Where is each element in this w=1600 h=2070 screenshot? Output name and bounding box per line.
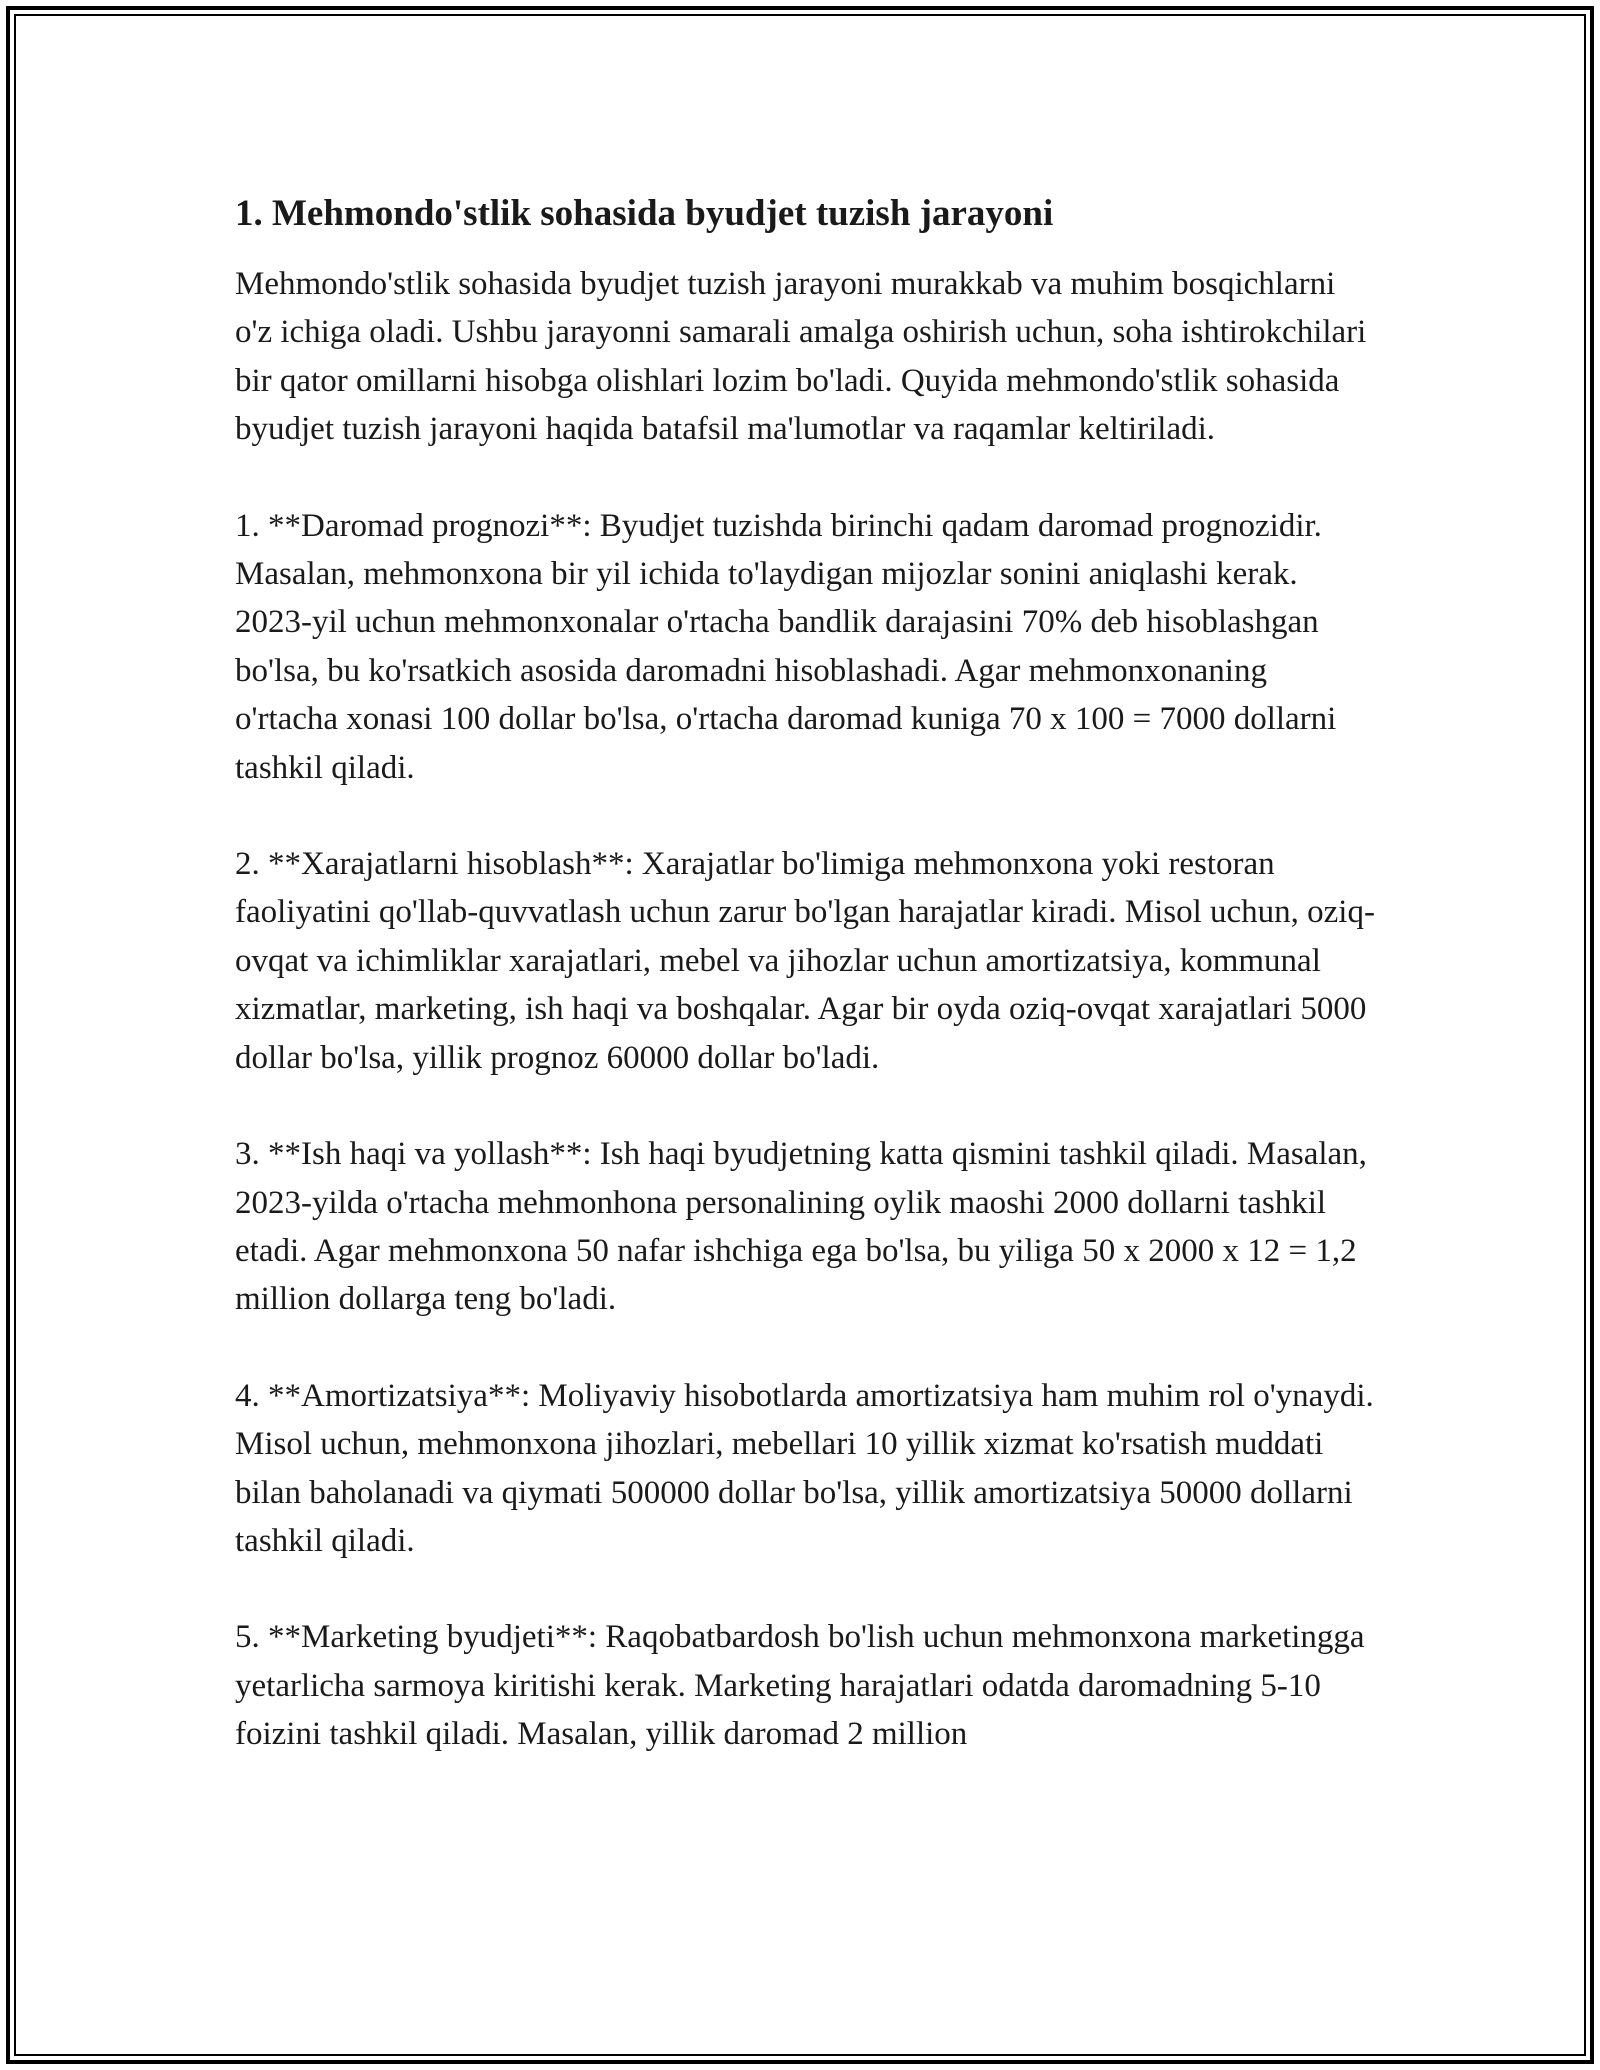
paragraph-depreciation: 4. **Amortizatsiya**: Moliyaviy hisobotlarda amortizatsiya ham muhim rol o'ynaydi. Misol uchun, mehmonxona jihozlari, mebellari 10 yillik xizmat ko'rsatish muddati bilan baholanadi va qiymati 500000 dollar bo'lsa, yillik amortizatsiya 50000 dollarni tashkil qiladi. bbox=[235, 1377, 1374, 1559]
paragraph-salaries: 3. **Ish haqi va yollash**: Ish haqi byudjetning katta qismini tashkil qiladi. Masalan, 2023-yilda o'rtacha mehmonhona personalining oylik maoshi 2000 dollarni tashkil etadi. Agar mehmonxona 50 nafar ishchiga ega bo'lsa, bu yiliga 50 x 2000 x 12 = 1,2 million dollarga teng bo'ladi. bbox=[235, 1136, 1367, 1318]
paragraph-revenue-forecast: 1. **Daromad prognozi**: Byudjet tuzishda birinchi qadam daromad prognozidir. Masalan, mehmonxona bir yil ichida to'laydigan mijozlar sonini aniqlashi kerak. 2023-yil uchun mehmonxonalar o'rtacha bandlik darajasini 70% deb hisoblashgan bo'lsa, bu ko'rsatkich asosida daromadni hisoblashadi. Agar mehmonxonaning o'rtacha xonasi 100 dollar bo'lsa, o'rtacha daromad kuniga 70 x 100 = 7000 dollarni tashkil qiladi. bbox=[235, 507, 1337, 786]
document-title: 1. Mehmondo'stlik sohasida byudjet tuzish jarayoni bbox=[235, 193, 1054, 234]
document-body bbox=[235, 190, 1375, 1807]
paragraph-marketing-budget: 5. **Marketing byudjeti**: Raqobatbardosh bo'lish uchun mehmonxona marketingga yetarlicha sarmoya kiritishi kerak. Marketing harajatlari odatda daromadning 5-10 foizini tashkil qiladi. Masalan, yillik daromad 2 million bbox=[235, 1619, 1365, 1753]
intro-paragraph: Mehmondo'stlik sohasida byudjet tuzish jarayoni murakkab va muhim bosqichlarni o'z ichiga oladi. Ushbu jarayonni samarali amalga oshirish uchun, soha ishtirokchilari bir qator omillarni hisobga olishlari lozim bo'ladi. Quyida mehmondo'stlik sohasida byudjet tuzish jarayoni haqida batafsil ma'lumotlar va raqamlar keltiriladi. bbox=[235, 266, 1367, 448]
paragraph-expenses: 2. **Xarajatlarni hisoblash**: Xarajatlar bo'limiga mehmonxona yoki restoran faoliyatini qo'llab-quvvatlash uchun zarur bo'lgan harajatlar kiradi. Misol uchun, oziq-ovqat va ichimliklar xarajatlari, mebel va jihozlar uchun amortizatsiya, kommunal xizmatlar, marketing, ish haqi va boshqalar. Agar bir oyda oziq-ovqat xarajatlari 5000 dollar bo'lsa, yillik prognoz 60000 dollar bo'ladi. bbox=[235, 846, 1375, 1076]
